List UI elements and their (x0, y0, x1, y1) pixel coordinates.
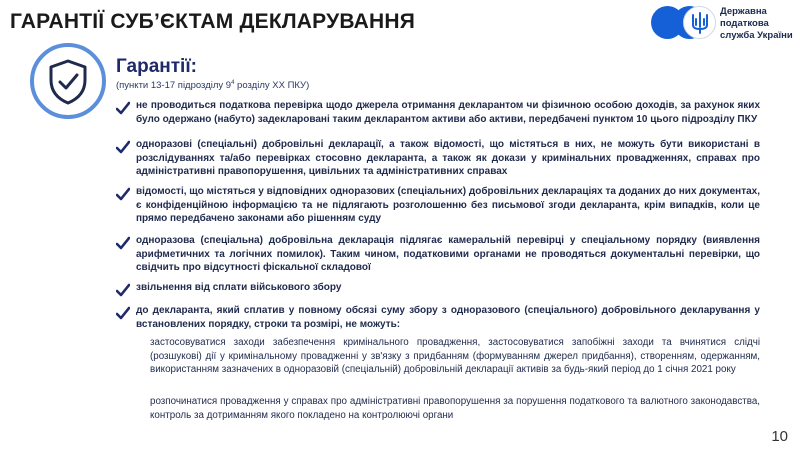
checkmark-icon (116, 140, 130, 154)
dps-logo (651, 4, 796, 44)
restriction-item: застосовуватися заходи забезпечення кримінального провадження, застосовуватися запобіжні заходи та вчинятися слідчі (розшукові) дії у кримінальному провадженні у зв'язку з придбанням (формуванням джерел придбання), створенням, одержанням, використанням зазначених в одноразовій (спеціальній) добровільній декларації активів за будь-який період до 1 січня 2021 року (150, 337, 760, 375)
checkmark-icon (116, 187, 130, 201)
restriction-item: розпочинатися провадження у справах про адміністративні правопорушення за порушення податкового та валютного законодавства, контроль за дотриманням якого покладено на контролюючі органи (150, 396, 760, 421)
guarantee-item: одноразові (спеціальні) добровільні декларації, а також відомості, що містяться в них, не можуть бути використані в розслідуваннях та/або перевірках стосовно декларанта, а також як докази у кримінальних провадженнях, справах про адміністративні правопорушення, цивільних та адміністративних справах (116, 138, 760, 179)
guarantee-item: одноразова (спеціальна) добровільна декларація підлягає камеральній перевірці у спеціальному порядку (виявлення арифметичних та логічних помилок). Таким чином, податковими органами не проводяться документальні перевірки, що свідчить про відсутності фіскальної складової (116, 234, 760, 275)
guarantee-item: не проводиться податкова перевірка щодо джерела отримання декларантом чи фізичною особою доходів, за рахунок яких було одержано (набуто) задекларовані таким декларантом активи або активи, передбачені пунктом 10 цього підрозділу ПКУ (116, 99, 760, 126)
guarantee-item: до декларанта, який сплатив у повному обсязі суму збору з одноразового (спеціального) добровільного декларування у встановлених порядку, строки та розмірі, не можуть: (116, 304, 760, 331)
guarantees-heading: Гарантії: (116, 56, 197, 77)
guarantee-item: відомості, що містяться у відповідних одноразових (спеціальних) добровільних деклараціях та доданих до них документах, є конфіденційною інформацією та не підлягають розголошенню без письмової згоди декларанта, крім випадків, коли це прямо передбачено законами або рішенням суду (116, 185, 760, 226)
logo-name: Державна податкова служба України (720, 6, 793, 41)
checkmark-icon (116, 101, 130, 115)
page-number: 10 (771, 428, 788, 445)
guarantees-subtitle: (пункти 13-17 підрозділу $9^4$ розділу XX ПКУ) (116, 80, 310, 92)
checkmark-icon (116, 283, 130, 297)
checkmark-icon (116, 236, 130, 250)
guarantee-item: звільнення від сплати військового збору (116, 281, 760, 295)
page-title: ГАРАНТІЇ СУБ’ЄКТАМ ДЕКЛАРУВАННЯ (10, 10, 416, 33)
shield-check-icon (47, 58, 89, 106)
checkmark-icon (116, 306, 130, 320)
trident-icon (689, 11, 711, 35)
shield-badge (30, 43, 106, 119)
